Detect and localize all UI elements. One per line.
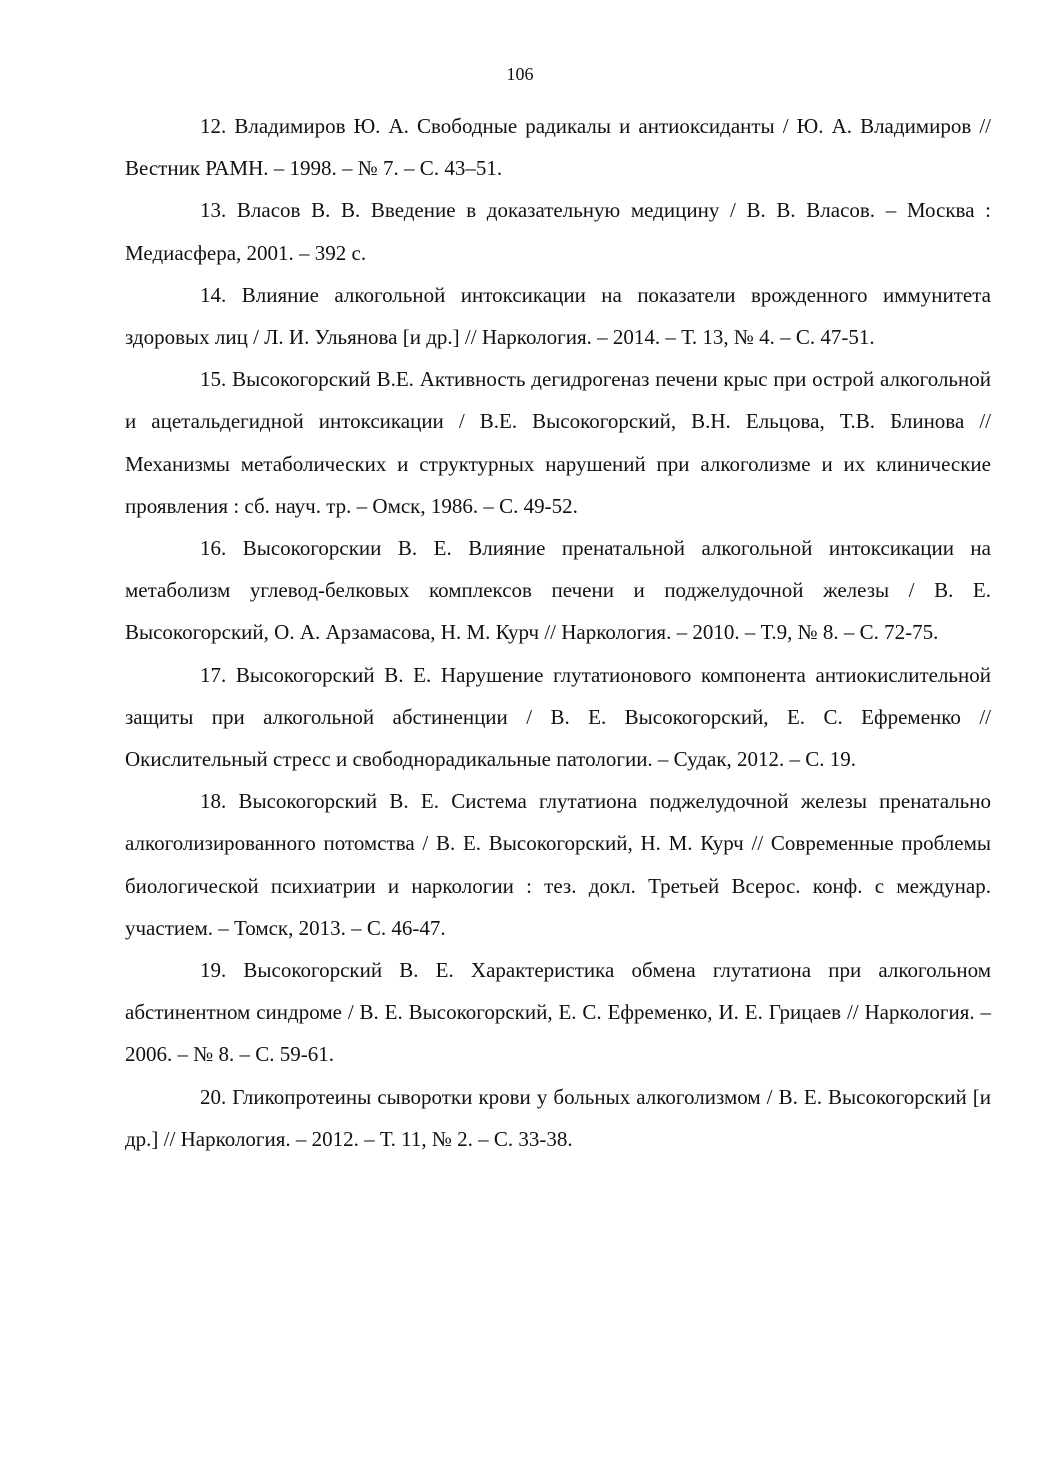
reference-item-16: 16. Высокогорскии В. Е. Влияние пренатальной алкогольной интоксикации на метаболизм углевод-белковых комплексов печени и поджелудочной железы / В. Е. Высокогорский, О. А. Арзамасова, Н. М. Курч // Наркология. – 2010. – Т.9, № 8. – С. 72-75.	[125, 536, 991, 645]
reference-item-19: 19. Высокогорский В. Е. Характеристика обмена глутатиона при алкогольном абстинентном синдроме / В. Е. Высокогорский, Е. С. Ефременко, И. Е. Грицаев // Наркология. – 2006. – № 8. – С. 59-61.	[125, 958, 991, 1067]
reference-item-17: 17. Высокогорский В. Е. Нарушение глутатионового компонента антиокислительной защиты при алкогольной абстиненции / В. Е. Высокогорский, Е. С. Ефременко // Окислительный стресс и свободнорадикальные патологии. – Судак, 2012. – С. 19.	[125, 662, 991, 772]
reference-item-18: 18. Высокогорский В. Е. Система глутатиона поджелудочной железы пренатально алкоголизированного потомства / В. Е. Высокогорский, Н. М. Курч // Современные проблемы биологической психиатрии и наркологии : тез. докл. Третьей Всерос. конф. с междунар. участием. – Томск, 2013. – С. 46-47.	[125, 789, 991, 940]
page-number: 106	[506, 64, 534, 84]
reference-item-12: 12. Владимиров Ю. А. Свободные радикалы и антиоксиданты / Ю. А. Владимиров // Вестник РАМН. – 1998. – № 7. – С. 43–51.	[125, 114, 991, 181]
reference-item-15: 15. Высокогорский В.Е. Активность дегидрогеназ печени крыс при острой алкогольной и ацетальдегидной интоксикации / В.Е. Высокогорский, В.Н. Ельцова, Т.В. Блинова // Механизмы метаболических и структурных нарушений при алкоголизме и их клинические проявления : сб. науч. тр. – Омск, 1986. – С. 49-52.	[125, 367, 991, 518]
reference-item-13: 13. Власов В. В. Введение в доказательную медицину / В. В. Власов. – Москва : Медиасфера, 2001. – 392 с.	[125, 198, 991, 265]
reference-item-14: 14. Влияние алкогольной интоксикации на показатели врожденного иммунитета здоровых лиц / Л. И. Ульянова [и др.] // Наркология. – 2014. – Т. 13, № 4. – С. 47-51.	[125, 282, 991, 350]
reference-item-20: 20. Гликопротеины сыворотки крови у больных алкоголизмом / В. Е. Высокогорский [и др.] // Наркология. – 2012. – Т. 11, № 2. – С. 33-38.	[125, 1084, 991, 1151]
reference-list	[125, 105, 991, 1160]
